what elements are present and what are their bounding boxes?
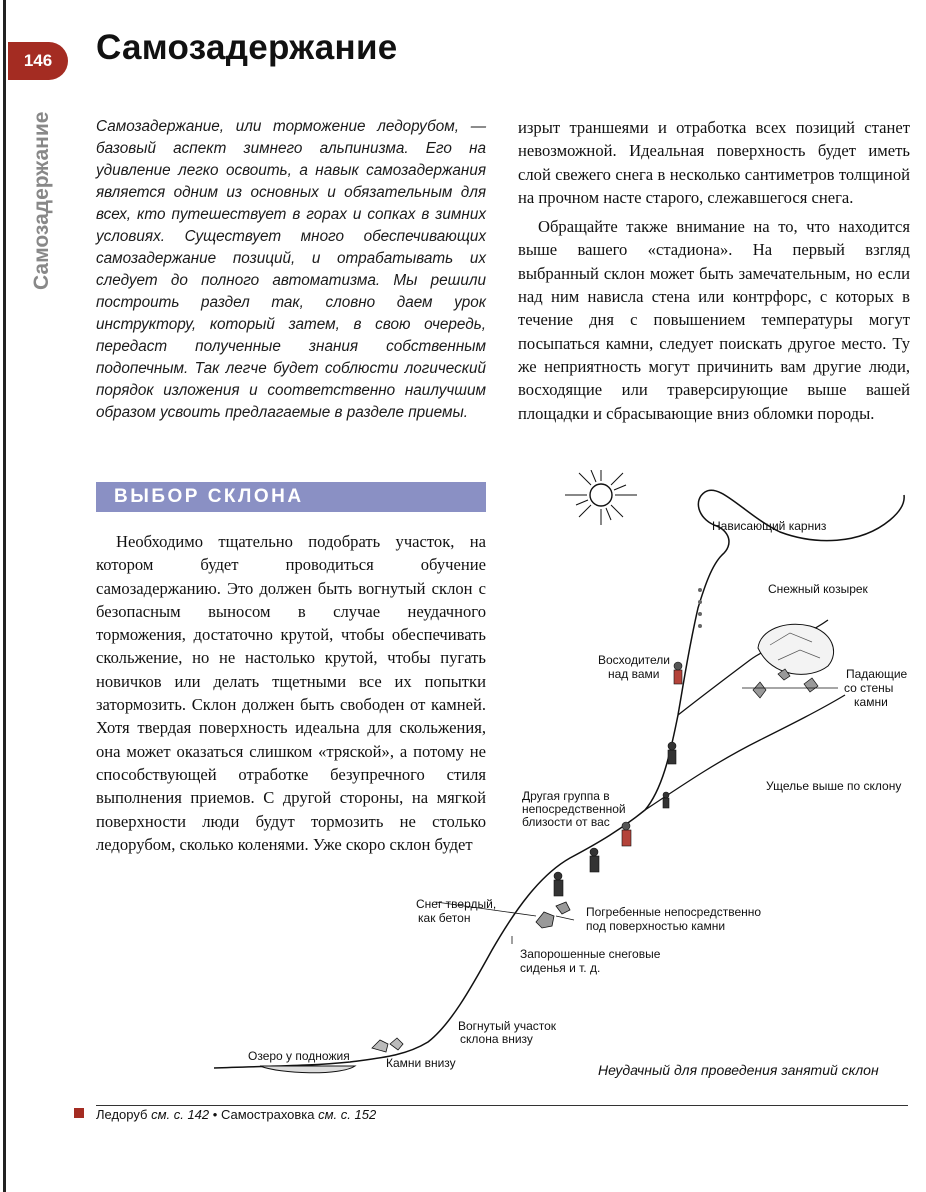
label-buried-rocks-2: под поверхностью камни xyxy=(586,919,726,933)
right-paragraph-2: Обращайте также внимание на то, что находится выше вашего «стадиона». На первый взгляд выбранный склон может быть замечательным, но если над ним нависла стена или контрфорс, с которых в течение дня с повышением температуры могут посыпаться камни, следует поискать другое место. Ту же неприятность могут причинить вам другие люди, восходящие или траверсирующие выше вашей площадки и сбрасывающие вниз обломки породы. xyxy=(518,217,910,423)
lake-shape xyxy=(260,1066,355,1073)
label-falling-rocks-2: со стены xyxy=(844,681,894,695)
intro-paragraph: Самозадержание, или торможение ледорубом, — базовый аспект зимнего альпинизма. Его на удивление легко освоить, а навык самозадержания является одним из основных и обязательным для всех, кто путешествует в горах и сопках в зимних условиях. Существует много обеспечивающих самозадержание позиций, и отрабатывать их следует до полного автоматизма. Мы решили построить раздел так, словно даем урок инструктору, который затем, в свою очередь, передаст полученные знания собственным подопечным. Так легче будет соблюсти логический порядок изложения и соответственно наилучшим образом усвоить предлагаемые в разделе приемы. xyxy=(96,118,486,421)
footer-ref-item2-page: см. с. 152 xyxy=(318,1107,377,1122)
climber-figures xyxy=(554,662,682,896)
label-hard-snow-2: как бетон xyxy=(418,911,471,925)
footer-ref-item1-page: см. с. 142 xyxy=(151,1107,210,1122)
footer-rule xyxy=(96,1105,908,1106)
buried-rocks-icon xyxy=(536,902,570,928)
footer-bullet-icon xyxy=(74,1108,84,1118)
label-climbers-above-2: над вами xyxy=(608,667,660,681)
label-climbers-above-1: Восходители xyxy=(598,653,670,667)
label-concave-1: Вогнутый участок xyxy=(458,1019,557,1033)
label-hard-snow-1: Снег твердый, xyxy=(416,897,497,911)
footer-ref-item1[interactable]: Ледоруб xyxy=(96,1107,148,1122)
label-snow-seats-1: Запорошенные снеговые xyxy=(520,947,661,961)
footer-separator: • xyxy=(212,1107,218,1122)
rocks-below-icon xyxy=(372,1038,403,1052)
label-buried-rocks-1: Погребенные непосредственно xyxy=(586,905,762,919)
label-gully-above: Ущелье выше по склону xyxy=(766,779,902,793)
side-section-label: Самозадержание xyxy=(30,111,53,290)
section-heading: ВЫБОР СКЛОНА xyxy=(96,482,486,512)
label-lake: Озеро у подножия xyxy=(248,1049,350,1063)
page-number-badge: 146 xyxy=(8,42,68,80)
slope-diagram xyxy=(200,470,920,1090)
climber-icon xyxy=(590,848,599,872)
label-falling-rocks-3: камни xyxy=(854,695,888,709)
sun-icon xyxy=(565,470,637,525)
label-concave-2: склона внизу xyxy=(460,1032,533,1046)
label-other-group-1: Другая группа в xyxy=(522,789,610,803)
label-other-group-2: непосредственной xyxy=(522,802,626,816)
climber-icon xyxy=(663,792,669,808)
footer-crossrefs xyxy=(96,1107,376,1122)
footer-ref-item2[interactable]: Самостраховка xyxy=(220,1107,315,1122)
climber-icon xyxy=(554,872,563,896)
climber-icon xyxy=(668,742,676,764)
right-column xyxy=(518,116,910,425)
climber-icon xyxy=(622,822,631,846)
page-edge-line xyxy=(3,0,6,1192)
label-snow-seats-2: сиденья и т. д. xyxy=(520,961,601,975)
label-other-group-3: близости от вас xyxy=(522,815,610,829)
label-overhanging-cornice: Нависающий карниз xyxy=(712,519,827,533)
diagram-caption: Неудачный для проведения занятий склон xyxy=(598,1062,879,1078)
label-falling-rocks-1: Падающие xyxy=(846,667,908,681)
falling-rocks-icon xyxy=(753,624,834,698)
climber-icon xyxy=(674,662,682,684)
right-paragraph-1: изрыт траншеями и отработка всех позиций станет невозможной. Идеальная поверхность будет иметь слой свежего снега в несколько сантиметров толщиной на прочном насте старого, слежавшегося снега. xyxy=(518,118,910,207)
page-title: Самозадержание xyxy=(96,28,398,67)
label-snow-visor: Снежный козырек xyxy=(768,582,868,596)
section-body-text: Необходимо тщательно подобрать участок, на котором будет проводиться обучение самозадержанию. Это должен быть вогнутый склон с безопасным выносом в случае неудачного торможения, достаточно крутой, чтобы обеспечивать скольжение, но не настолько крутой, чтобы пугать новичков или делать тщетными все их попытки затормозить. Склон должен быть свободен от камней. Хотя твердая поверхность идеальна для скольжения, она может оказаться слишком «тряской», а потому не способствующей отработке безупречного стиля выполнения приемов. С другой стороны, на мягкой поверхности люди будут тормозить не столько ледорубом, сколько коленями. Уже скоро склон будет xyxy=(96,532,486,854)
label-rocks-below: Камни внизу xyxy=(386,1056,456,1070)
